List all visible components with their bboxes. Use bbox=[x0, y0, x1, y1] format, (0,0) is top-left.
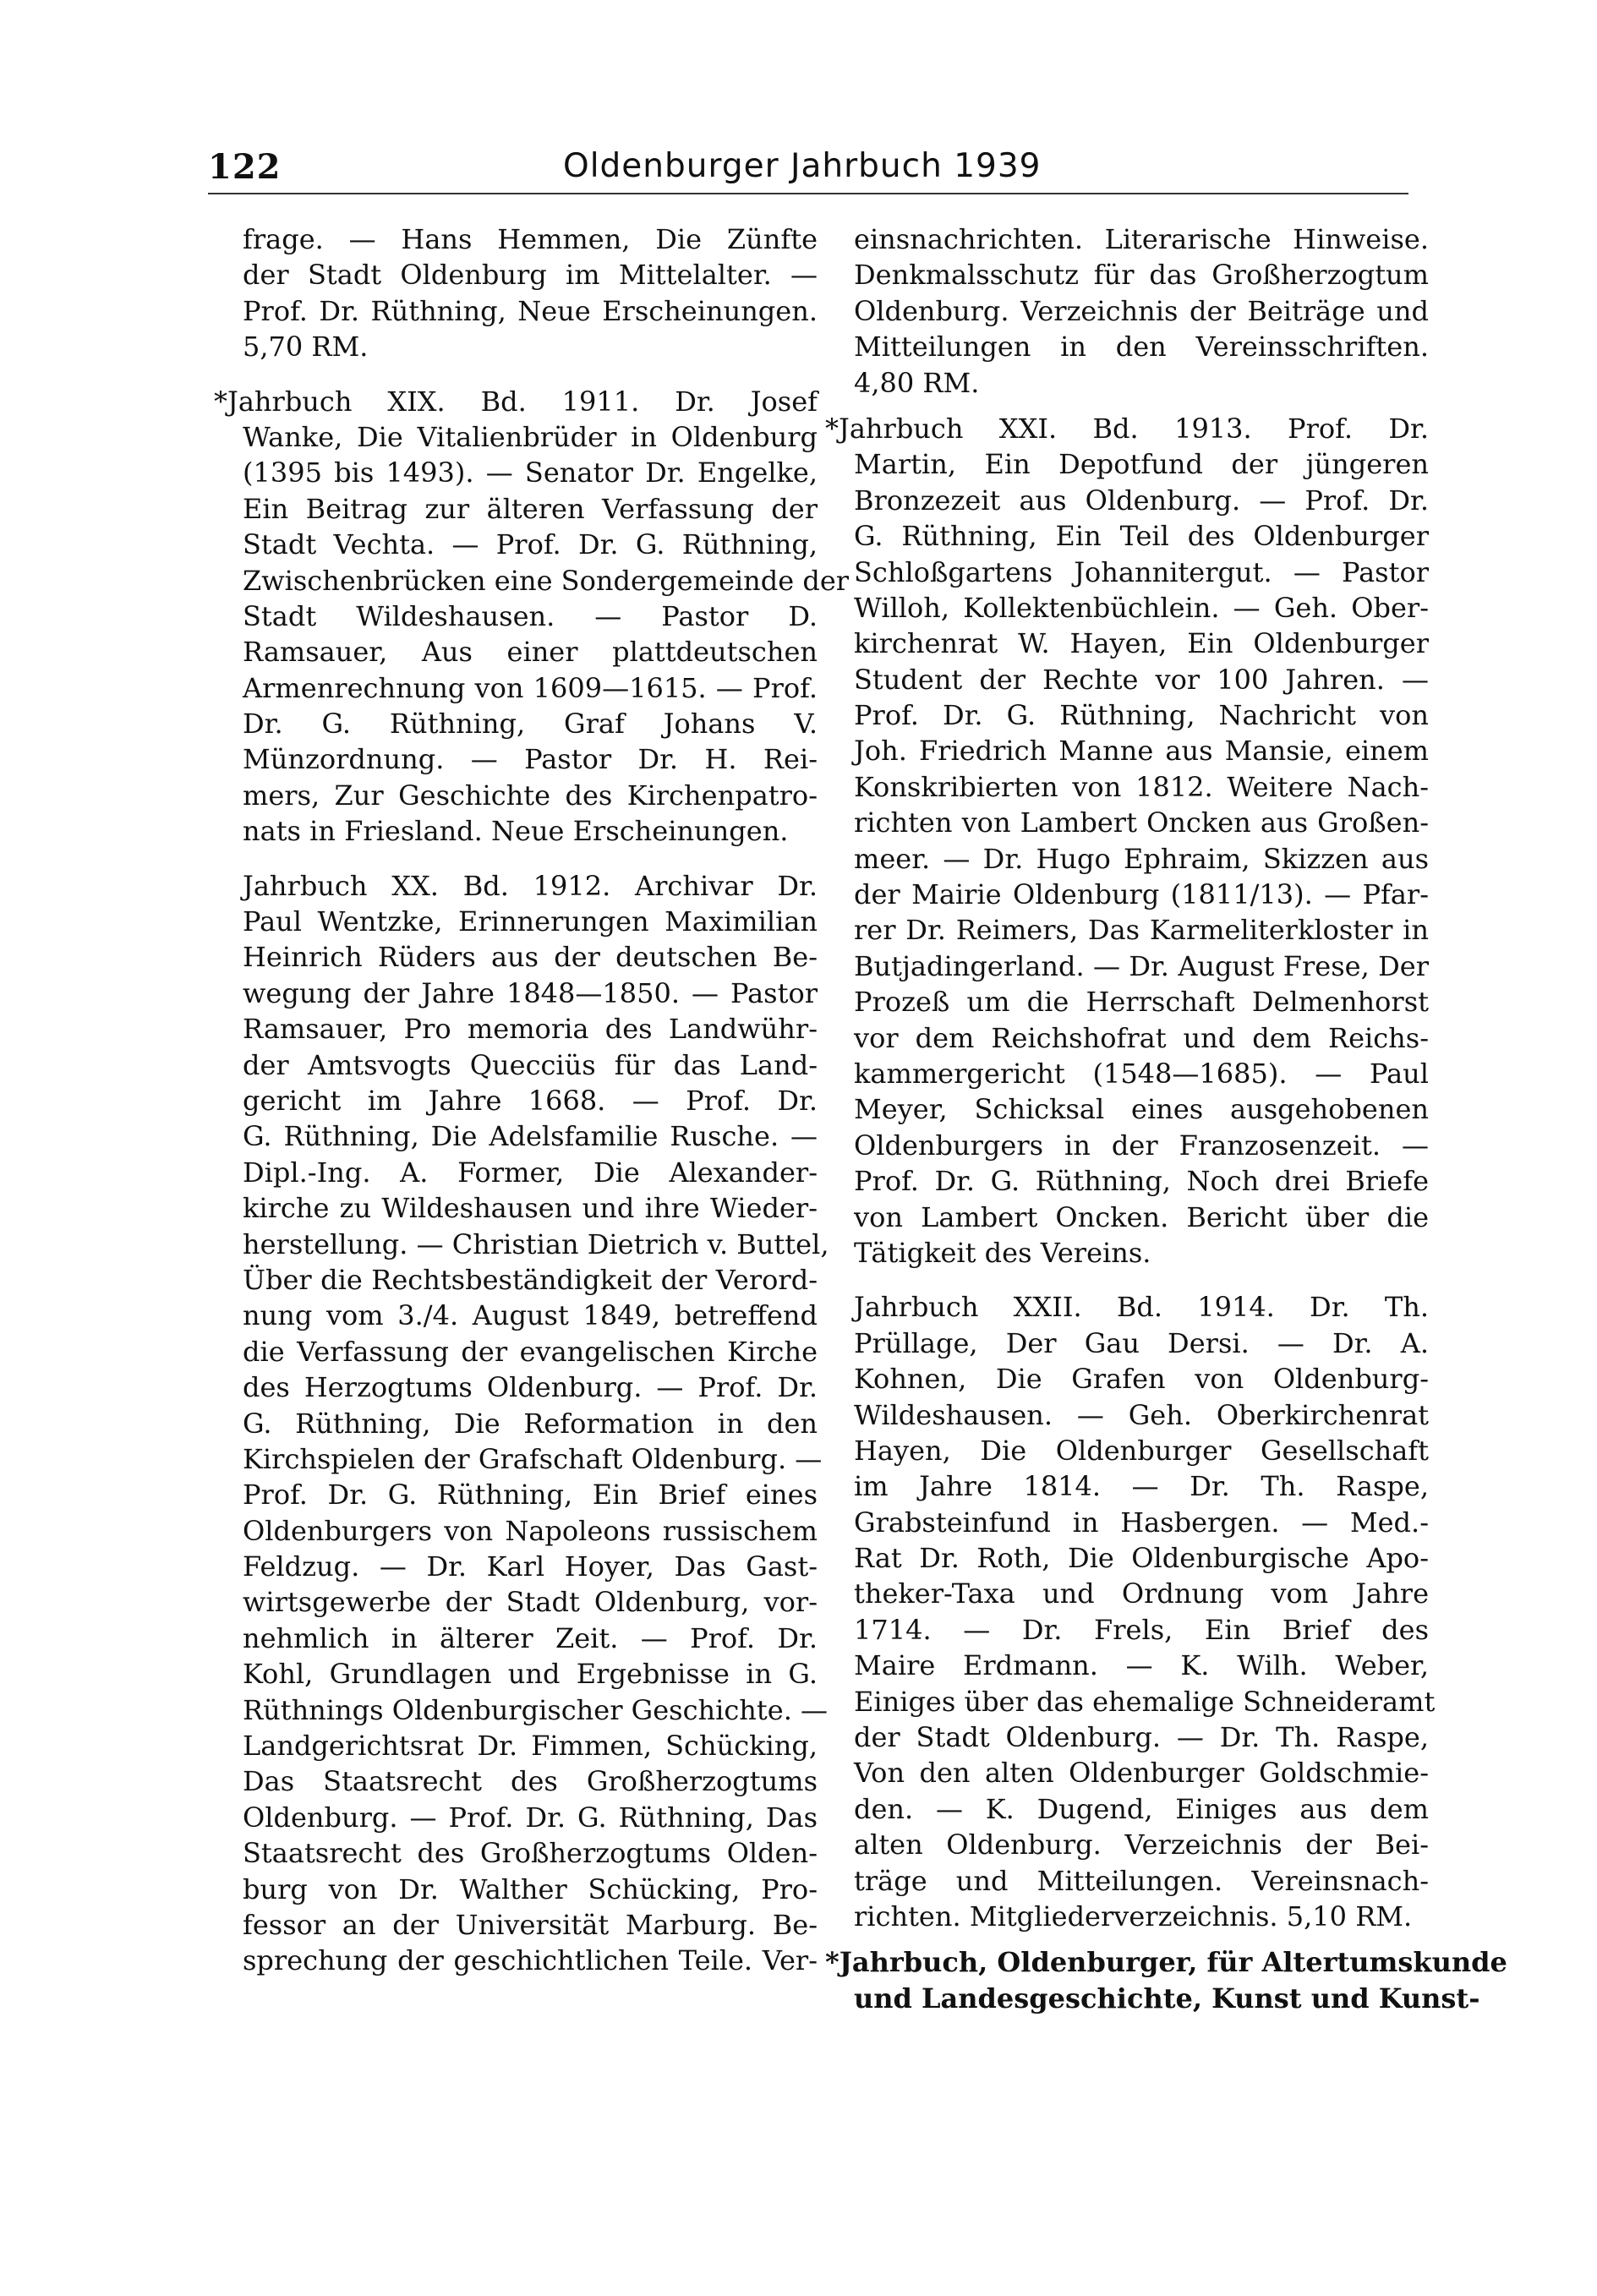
text-line: Prof. Dr. G. Rüthning, Ein Brief eines bbox=[243, 1479, 818, 1512]
text-line: sprechung der geschichtlichen Teile. Ver- bbox=[243, 1944, 818, 1977]
text-line: Oldenburg. Verzeichnis der Beiträge und bbox=[854, 294, 1429, 327]
text-line: Willoh, Kollektenbüchlein. — Geh. Ober- bbox=[854, 591, 1429, 624]
text-line: alten Oldenburg. Verzeichnis der Bei- bbox=[854, 1829, 1429, 1861]
text-line: Jahrbuch XX. Bd. 1912. Archivar Dr. bbox=[243, 869, 818, 902]
text-line: *Jahrbuch, Oldenburger, für Altertumskunde bbox=[825, 1946, 1507, 1979]
text-line: 1714. — Dr. Frels, Ein Brief des bbox=[854, 1613, 1429, 1646]
text-line: kirche zu Wildeshausen und ihre Wieder- bbox=[243, 1192, 818, 1225]
text-line: Jahrbuch XXII. Bd. 1914. Dr. Th. bbox=[854, 1291, 1429, 1324]
text-line: Stadt Vechta. — Prof. Dr. G. Rüthning, bbox=[243, 528, 818, 561]
text-line: mers, Zur Geschichte des Kirchenpatro- bbox=[243, 779, 818, 812]
text-line: Paul Wentzke, Erinnerungen Maximilian bbox=[243, 905, 818, 938]
text-line: der Amtsvogts Quecciüs für das Land- bbox=[243, 1048, 818, 1081]
text-line: Rüthnings Oldenburgischer Geschichte. — bbox=[243, 1693, 829, 1726]
text-line: Heinrich Rüders aus der deutschen Be- bbox=[243, 941, 818, 974]
text-line: Rat Dr. Roth, Die Oldenburgische Apo- bbox=[854, 1542, 1429, 1575]
entry-jahrbuch-oldenburger bbox=[825, 1944, 1507, 2016]
text-line: Von den alten Oldenburger Goldschmie- bbox=[854, 1757, 1429, 1790]
text-line: fessor an der Universität Marburg. Be- bbox=[243, 1908, 818, 1941]
text-line: Stadt Wildeshausen. — Pastor D. bbox=[243, 599, 818, 632]
text-line: Wanke, Die Vitalienbrüder in Oldenburg bbox=[243, 420, 818, 453]
text-line: Staatsrecht des Großherzogtums Olden- bbox=[243, 1837, 818, 1870]
text-line: richten von Lambert Oncken aus Großen- bbox=[854, 806, 1429, 839]
text-line: der Mairie Oldenburg (1811/13). — Pfar- bbox=[854, 878, 1429, 911]
entry-jahrbuch-xxi bbox=[825, 411, 1429, 1271]
text-line: Martin, Ein Depotfund der jüngeren bbox=[854, 448, 1429, 481]
text-line: herstellung. — Christian Dietrich v. Buttel, bbox=[243, 1227, 829, 1260]
running-title: Oldenburger Jahrbuch 1939 bbox=[563, 147, 1042, 185]
text-line: kirchenrat W. Hayen, Ein Oldenburger bbox=[854, 627, 1429, 660]
text-line: Denkmalsschutz für das Großherzogtum bbox=[854, 259, 1429, 292]
entry-jahrbuch-xx bbox=[243, 868, 829, 1979]
text-line: Ein Beitrag zur älteren Verfassung der bbox=[243, 492, 818, 525]
text-line: Schloßgartens Johannitergut. — Pastor bbox=[854, 555, 1429, 588]
right-column bbox=[825, 221, 1507, 2016]
text-line: 4,80 RM. bbox=[854, 366, 980, 399]
text-line: Ramsauer, Pro memoria des Landwühr- bbox=[243, 1013, 818, 1046]
text-line: wirtsgewerbe der Stadt Oldenburg, vor- bbox=[243, 1586, 818, 1619]
text-line: Kohl, Grundlagen und Ergebnisse in G. bbox=[243, 1658, 818, 1691]
entry-jahrbuch-xix bbox=[214, 384, 850, 850]
text-line: Student der Rechte vor 100 Jahren. — bbox=[854, 663, 1429, 696]
text-line: Oldenburgers in der Franzosenzeit. — bbox=[854, 1129, 1429, 1162]
text-line: Feldzug. — Dr. Karl Hoyer, Das Gast- bbox=[243, 1550, 818, 1583]
text-line: frage. — Hans Hemmen, Die Zünfte bbox=[243, 223, 818, 255]
text-line: Kirchspielen der Grafschaft Oldenburg. — bbox=[243, 1442, 823, 1475]
text-line: Zwischenbrücken eine Sondergemeinde der bbox=[243, 564, 850, 597]
text-line: *Jahrbuch XIX. Bd. 1911. Dr. Josef bbox=[214, 385, 818, 418]
text-line: Kohnen, Die Grafen von Oldenburg- bbox=[854, 1363, 1429, 1396]
text-line: kammergericht (1548—1685). — Paul bbox=[854, 1057, 1429, 1090]
text-line: Bronzezeit aus Oldenburg. — Prof. Dr. bbox=[854, 484, 1429, 517]
text-line: nats in Friesland. Neue Erscheinungen. bbox=[243, 815, 789, 848]
text-line: vor dem Reichshofrat und dem Reichs- bbox=[854, 1021, 1429, 1054]
entry-jahrbuch-xxii bbox=[854, 1289, 1436, 1934]
text-line: Joh. Friedrich Manne aus Mansie, einem bbox=[854, 735, 1429, 768]
text-line: 5,70 RM. bbox=[243, 331, 369, 364]
text-line: den. — K. Dugend, Einiges aus dem bbox=[854, 1792, 1429, 1825]
text-line: theker-Taxa und Ordnung vom Jahre bbox=[854, 1577, 1429, 1610]
text-line: Meyer, Schicksal eines ausgehobenen bbox=[854, 1093, 1429, 1126]
entry-continuation-jahrbuch-xviii bbox=[243, 221, 818, 365]
entry-continuation-jahrbuch-xx bbox=[854, 221, 1429, 401]
text-line: (1395 bis 1493). — Senator Dr. Engelke, bbox=[243, 456, 818, 489]
text-line: Butjadingerland. — Dr. August Frese, Der bbox=[854, 949, 1429, 982]
text-line: Konskribierten von 1812. Weitere Nach- bbox=[854, 770, 1429, 803]
text-line: von Lambert Oncken. Bericht über die bbox=[854, 1200, 1429, 1233]
text-line: Landgerichtsrat Dr. Fimmen, Schücking, bbox=[243, 1730, 818, 1763]
text-line: Einiges über das ehemalige Schneideramt bbox=[854, 1685, 1436, 1718]
text-line: burg von Dr. Walther Schücking, Pro- bbox=[243, 1872, 818, 1905]
text-line: der Stadt Oldenburg im Mittelalter. — bbox=[243, 259, 818, 292]
text-line: Oldenburgers von Napoleons russischem bbox=[243, 1514, 818, 1547]
text-line: träge und Mitteilungen. Vereinsnach- bbox=[854, 1864, 1429, 1897]
text-line: Über die Rechtsbeständigkeit der Verord- bbox=[243, 1263, 818, 1296]
text-line: Das Staatsrecht des Großherzogtums bbox=[243, 1765, 818, 1798]
text-line: Prof. Dr. G. Rüthning, Noch drei Briefe bbox=[854, 1165, 1429, 1198]
header-rule bbox=[208, 193, 1408, 194]
text-line: Wildeshausen. — Geh. Oberkirchenrat bbox=[854, 1398, 1429, 1431]
text-line: Ramsauer, Aus einer plattdeutschen bbox=[243, 636, 818, 669]
text-line: Dr. G. Rüthning, Graf Johans V. bbox=[243, 708, 818, 741]
text-line: Prüllage, Der Gau Dersi. — Dr. A. bbox=[854, 1326, 1429, 1359]
text-line: Münzordnung. — Pastor Dr. H. Rei- bbox=[243, 743, 818, 776]
text-line: Maire Erdmann. — K. Wilh. Weber, bbox=[854, 1649, 1429, 1682]
text-line: Armenrechnung von 1609—1615. — Prof. bbox=[243, 671, 818, 704]
text-line: rer Dr. Reimers, Das Karmeliterkloster in bbox=[854, 914, 1429, 947]
text-line: Prozeß um die Herrschaft Delmenhorst bbox=[854, 986, 1429, 1019]
text-line: gericht im Jahre 1668. — Prof. Dr. bbox=[243, 1084, 818, 1117]
text-line: Mitteilungen in den Vereinsschriften. bbox=[854, 331, 1429, 364]
page-header bbox=[208, 135, 1408, 194]
text-line: G. Rüthning, Die Adelsfamilie Rusche. — bbox=[243, 1120, 818, 1153]
text-line: *Jahrbuch XXI. Bd. 1913. Prof. Dr. bbox=[825, 412, 1429, 445]
text-line: richten. Mitgliederverzeichnis. 5,10 RM. bbox=[854, 1900, 1413, 1932]
text-line: und Landesgeschichte, Kunst und Kunst- bbox=[854, 1982, 1480, 2014]
text-line: Oldenburg. — Prof. Dr. G. Rüthning, Das bbox=[243, 1801, 818, 1834]
text-line: Prof. Dr. Rüthning, Neue Erscheinungen. bbox=[243, 294, 818, 327]
text-line: Dipl.-Ing. A. Former, Die Alexander- bbox=[243, 1156, 818, 1189]
text-line: wegung der Jahre 1848—1850. — Pastor bbox=[243, 976, 818, 1009]
text-line: Tätigkeit des Vereins. bbox=[854, 1236, 1151, 1269]
text-line: Grabsteinfund in Hasbergen. — Med.- bbox=[854, 1506, 1429, 1539]
text-line: G. Rüthning, Ein Teil des Oldenburger bbox=[854, 520, 1429, 553]
text-line: im Jahre 1814. — Dr. Th. Raspe, bbox=[854, 1470, 1429, 1503]
text-line: nehmlich in älterer Zeit. — Prof. Dr. bbox=[243, 1621, 818, 1654]
text-line: nung vom 3./4. August 1849, betreffend bbox=[243, 1299, 818, 1332]
text-line: meer. — Dr. Hugo Ephraim, Skizzen aus bbox=[854, 842, 1429, 875]
text-line: G. Rüthning, Die Reformation in den bbox=[243, 1407, 818, 1440]
text-line: die Verfassung der evangelischen Kirche bbox=[243, 1335, 818, 1368]
left-column bbox=[214, 221, 850, 1979]
text-line: der Stadt Oldenburg. — Dr. Th. Raspe, bbox=[854, 1721, 1429, 1754]
text-line: einsnachrichten. Literarische Hinweise. bbox=[854, 223, 1429, 255]
text-line: Hayen, Die Oldenburger Gesellschaft bbox=[854, 1434, 1429, 1467]
page-number: 122 bbox=[208, 147, 282, 187]
text-line: Prof. Dr. G. Rüthning, Nachricht von bbox=[854, 699, 1429, 732]
text-line: des Herzogtums Oldenburg. — Prof. Dr. bbox=[243, 1371, 818, 1404]
